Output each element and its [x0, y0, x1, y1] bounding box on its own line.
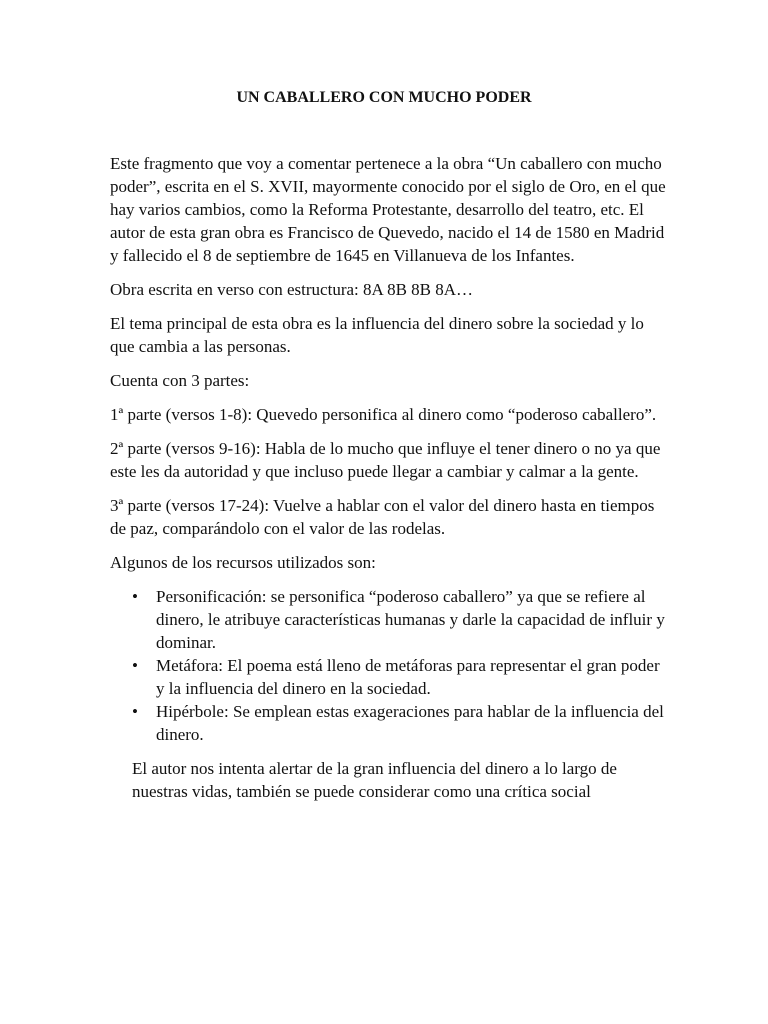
closing-paragraph: El autor nos intenta alertar de la gran influencia del dinero a lo largo de nuestras vidas, también se puede considerar como una crítica social	[132, 759, 617, 801]
list-item	[110, 700, 670, 746]
bullet-icon: •	[132, 702, 138, 721]
parts-intro-paragraph: Cuenta con 3 partes:	[110, 371, 250, 390]
part-1-paragraph: 1ª parte (versos 1-8): Quevedo personifica al dinero como “poderoso caballero”.	[110, 405, 657, 424]
list-item	[110, 585, 670, 654]
theme-paragraph: El tema principal de esta obra es la influencia del dinero sobre la sociedad y lo que cambia a las personas.	[110, 314, 644, 356]
resources-list	[110, 585, 670, 746]
part-3-paragraph: 3ª parte (versos 17-24): Vuelve a hablar con el valor del dinero hasta en tiempos de paz, comparándolo con el valor de las rodelas.	[110, 496, 655, 538]
bullet-icon: •	[132, 656, 138, 675]
list-item-text: Personificación: se personifica “poderoso caballero” ya que se refiere al dinero, le atribuye características humanas y darle la capacidad de influir y dominar.	[156, 587, 665, 652]
document-body	[110, 152, 670, 814]
list-item	[110, 654, 670, 700]
list-item-text: Hipérbole: Se emplean estas exageraciones para hablar de la influencia del dinero.	[156, 702, 664, 744]
intro-paragraph: Este fragmento que voy a comentar pertenece a la obra “Un caballero con mucho poder”, escrita en el S. XVII, mayormente conocido por el siglo de Oro, en el que hay varios cambios, como la Reforma Protestante, desarrollo del teatro, etc. El autor de esta gran obra es Francisco de Quevedo, nacido el 14 de 1580 en Madrid y fallecido el 8 de septiembre de 1645 en Villanueva de los Infantes.	[110, 154, 666, 265]
resources-intro-paragraph: Algunos de los recursos utilizados son:	[110, 553, 376, 572]
part-2-paragraph: 2ª parte (versos 9-16): Habla de lo mucho que influye el tener dinero o no ya que este les da autoridad y que incluso puede llegar a cambiar y calmar a la gente.	[110, 439, 661, 481]
document-title: UN CABALLERO CON MUCHO PODER	[236, 89, 532, 106]
structure-paragraph: Obra escrita en verso con estructura: 8A 8B 8B 8A…	[110, 280, 474, 299]
bullet-icon: •	[132, 587, 138, 606]
list-item-text: Metáfora: El poema está lleno de metáforas para representar el gran poder y la influencia del dinero en la sociedad.	[156, 656, 660, 698]
